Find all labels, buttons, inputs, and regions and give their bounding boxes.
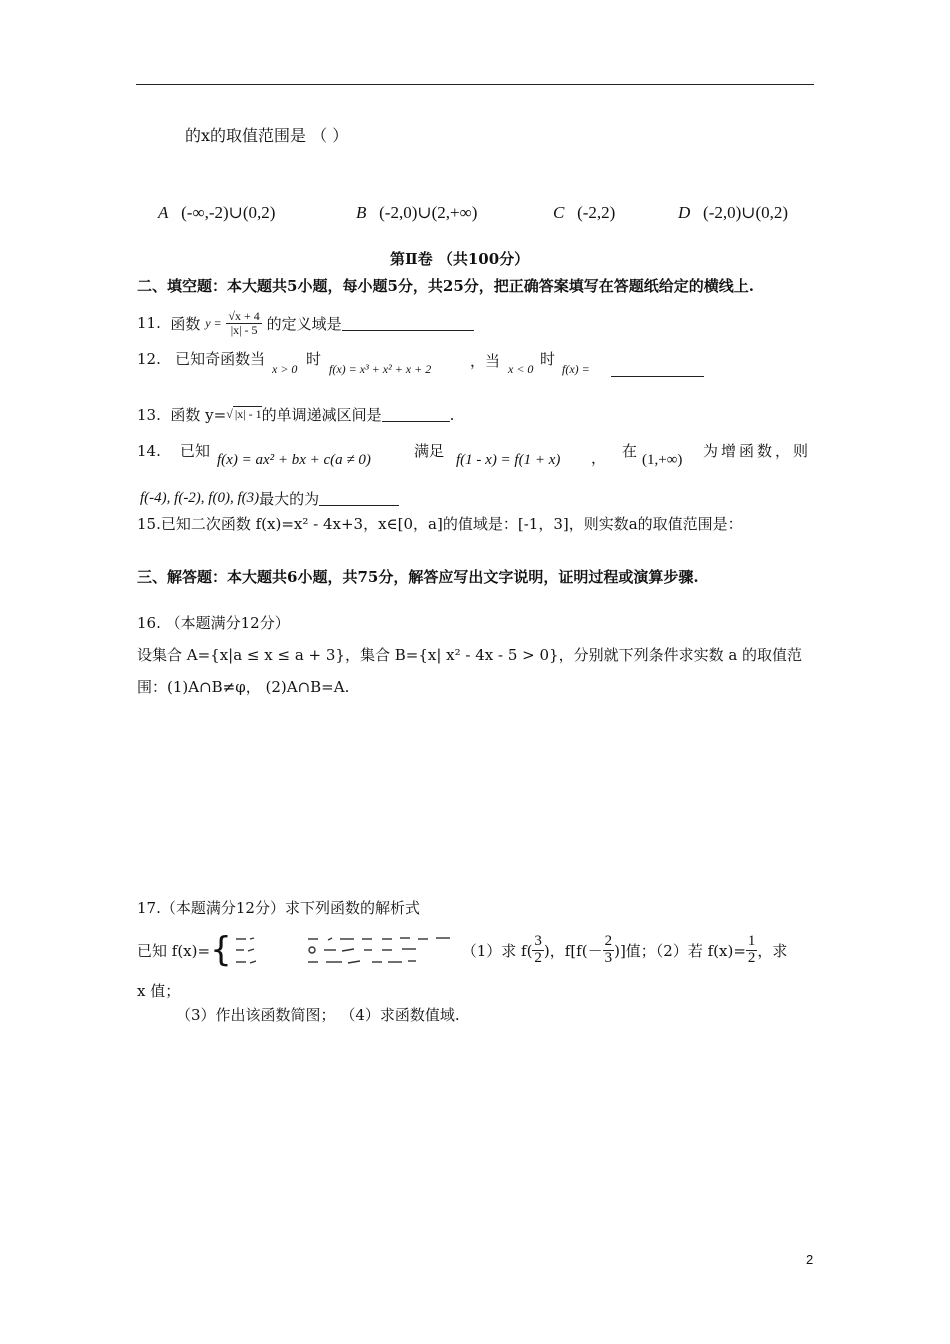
q17-frac-1-den: 2 [534,949,542,966]
q14-line2 [140,488,399,509]
page-number: 2 [806,1252,814,1267]
q12-answer-blank[interactable] [611,362,704,381]
q13-sqrt: √ |x| - 1 [226,407,262,421]
q17-frac-2-den: 3 [604,949,613,966]
option-text: (-2,2) [577,203,616,222]
q11-answer-blank[interactable] [342,316,474,331]
fill-section-header: 二、填空题：本大题共5小题，每小题5分，共25分，把正确答案填写在答题纸给定的横线上. [137,277,754,295]
q10-option-a [158,203,275,223]
q14-w1: 满足 [414,442,445,460]
q14-interval: (1,+∞) [642,452,683,468]
q11-number: 11. [137,314,161,332]
q14-eq: f(1 - x) = f(1 + x) [456,452,561,468]
option-letter: A [158,203,169,222]
piecewise-definition-image [232,931,462,969]
q11-post: 的定义域是 [266,314,342,333]
q17-line1 [137,926,787,974]
q17-frac-3-num: 1 [747,932,756,949]
q17-frac-2-num: 2 [604,932,613,949]
q11-fn: y = [205,315,222,330]
option-letter: B [356,203,367,222]
q14-number: 14. [137,442,161,460]
q12-pre: 已知奇函数当 [175,350,266,368]
option-letter: C [553,203,565,222]
q10-tail-text: 的x的取值范围是 （ ） [185,126,349,145]
q12-cond2: x < 0 [508,362,534,376]
question-11 [137,303,474,343]
header-rule [136,84,814,85]
question-15: 15.已知二次函数 f(x)=x² - 4x+3，x∈[0，a]的值域是：[-1，3]，则实数a的取值范围是： [137,515,743,533]
q17-frac-1 [532,934,544,967]
q13-number: 13. [137,405,161,424]
q13-radicand: |x| - 1 [234,407,262,421]
q10-option-d [678,203,788,223]
piecewise-brace: { [210,930,232,970]
q10-option-b [356,203,477,223]
q14-line2-post: 最大的为 [259,490,320,508]
q10-option-c [553,203,615,223]
q14-pre: 已知 [179,442,210,460]
q12-number: 12. [137,350,161,368]
part2-title: 第Ⅱ卷 （共100分） [390,250,530,268]
q17-p1: （1）求 f( [461,941,533,960]
option-text: (-2,0)∪(0,2) [703,203,789,222]
q17-pre: 已知 f(x)= [137,941,211,960]
q17-line3: （3）作出该函数简图； （4）求函数值域. [176,1006,460,1024]
q14-w2: 在 [622,442,638,460]
q11-fraction [226,310,261,336]
q14-answer-blank[interactable] [319,491,399,506]
q14-label [137,440,210,461]
q17-line2: x 值； [137,982,181,1000]
q17-frac-2 [603,934,615,967]
q11-denominator: |x| - 5 [230,322,258,337]
q12-fx2: f(x) = [562,362,590,376]
q12-blank-line[interactable] [611,372,704,377]
q14-values: f(-4), f(-2), f(0), f(3) [140,490,260,506]
q12-cond1: x > 0 [272,362,298,376]
question-13 [137,404,454,425]
q17-p4: ，求 [757,941,788,960]
option-text: (-2,0)∪(2,+∞) [379,203,478,222]
q14-comma: ， [591,449,607,467]
q16-head: 16. （本题满分12分） [137,614,290,632]
q12-t1: 时 [306,350,322,368]
q12-t2: 时 [540,350,556,368]
q13-post: 的单调递减区间是 [261,406,382,424]
q16-line1: 设集合 A={x|a ≤ x ≤ a + 3}，集合 B={x| x² - 4x - 5 > 0}，分别就下列条件求实数 a 的取值范 [137,646,803,664]
option-letter: D [678,203,691,222]
q14-fx: f(x) = ax² + bx + c(a ≠ 0) [217,452,371,468]
q17-p2: )，f[f(－ [543,941,603,960]
q17-frac-3-den: 2 [747,949,756,966]
q10-tail [185,123,348,146]
solve-section-header: 三、解答题：本大题共6小题，共75分，解答应写出文字说明，证明过程或演算步骤. [137,568,699,586]
q17-p3: )]值；（2）若 f(x)= [614,941,746,960]
q13-end: . [449,405,455,424]
q14-w3: 为增函数，则 [703,442,812,460]
q13-answer-blank[interactable] [382,407,450,422]
q11-numerator: √x + 4 [228,308,260,323]
q17-head: 17.（本题满分12分）求下列函数的解析式 [137,899,420,917]
option-text: (-∞,-2)∪(0,2) [181,203,276,222]
q13-pre: 函数 y= [170,406,227,424]
q17-frac-1-num: 3 [534,932,542,949]
q11-pre: 函数 [170,314,201,333]
q12-fx: f(x) = x³ + x² + x + 2 [329,362,432,376]
q12-label [137,348,265,369]
q17-frac-3 [746,934,758,967]
q12-mid: ，当 [470,352,501,370]
q16-line2: 围：(1)A∩B≠φ， (2)A∩B=A. [137,678,350,696]
